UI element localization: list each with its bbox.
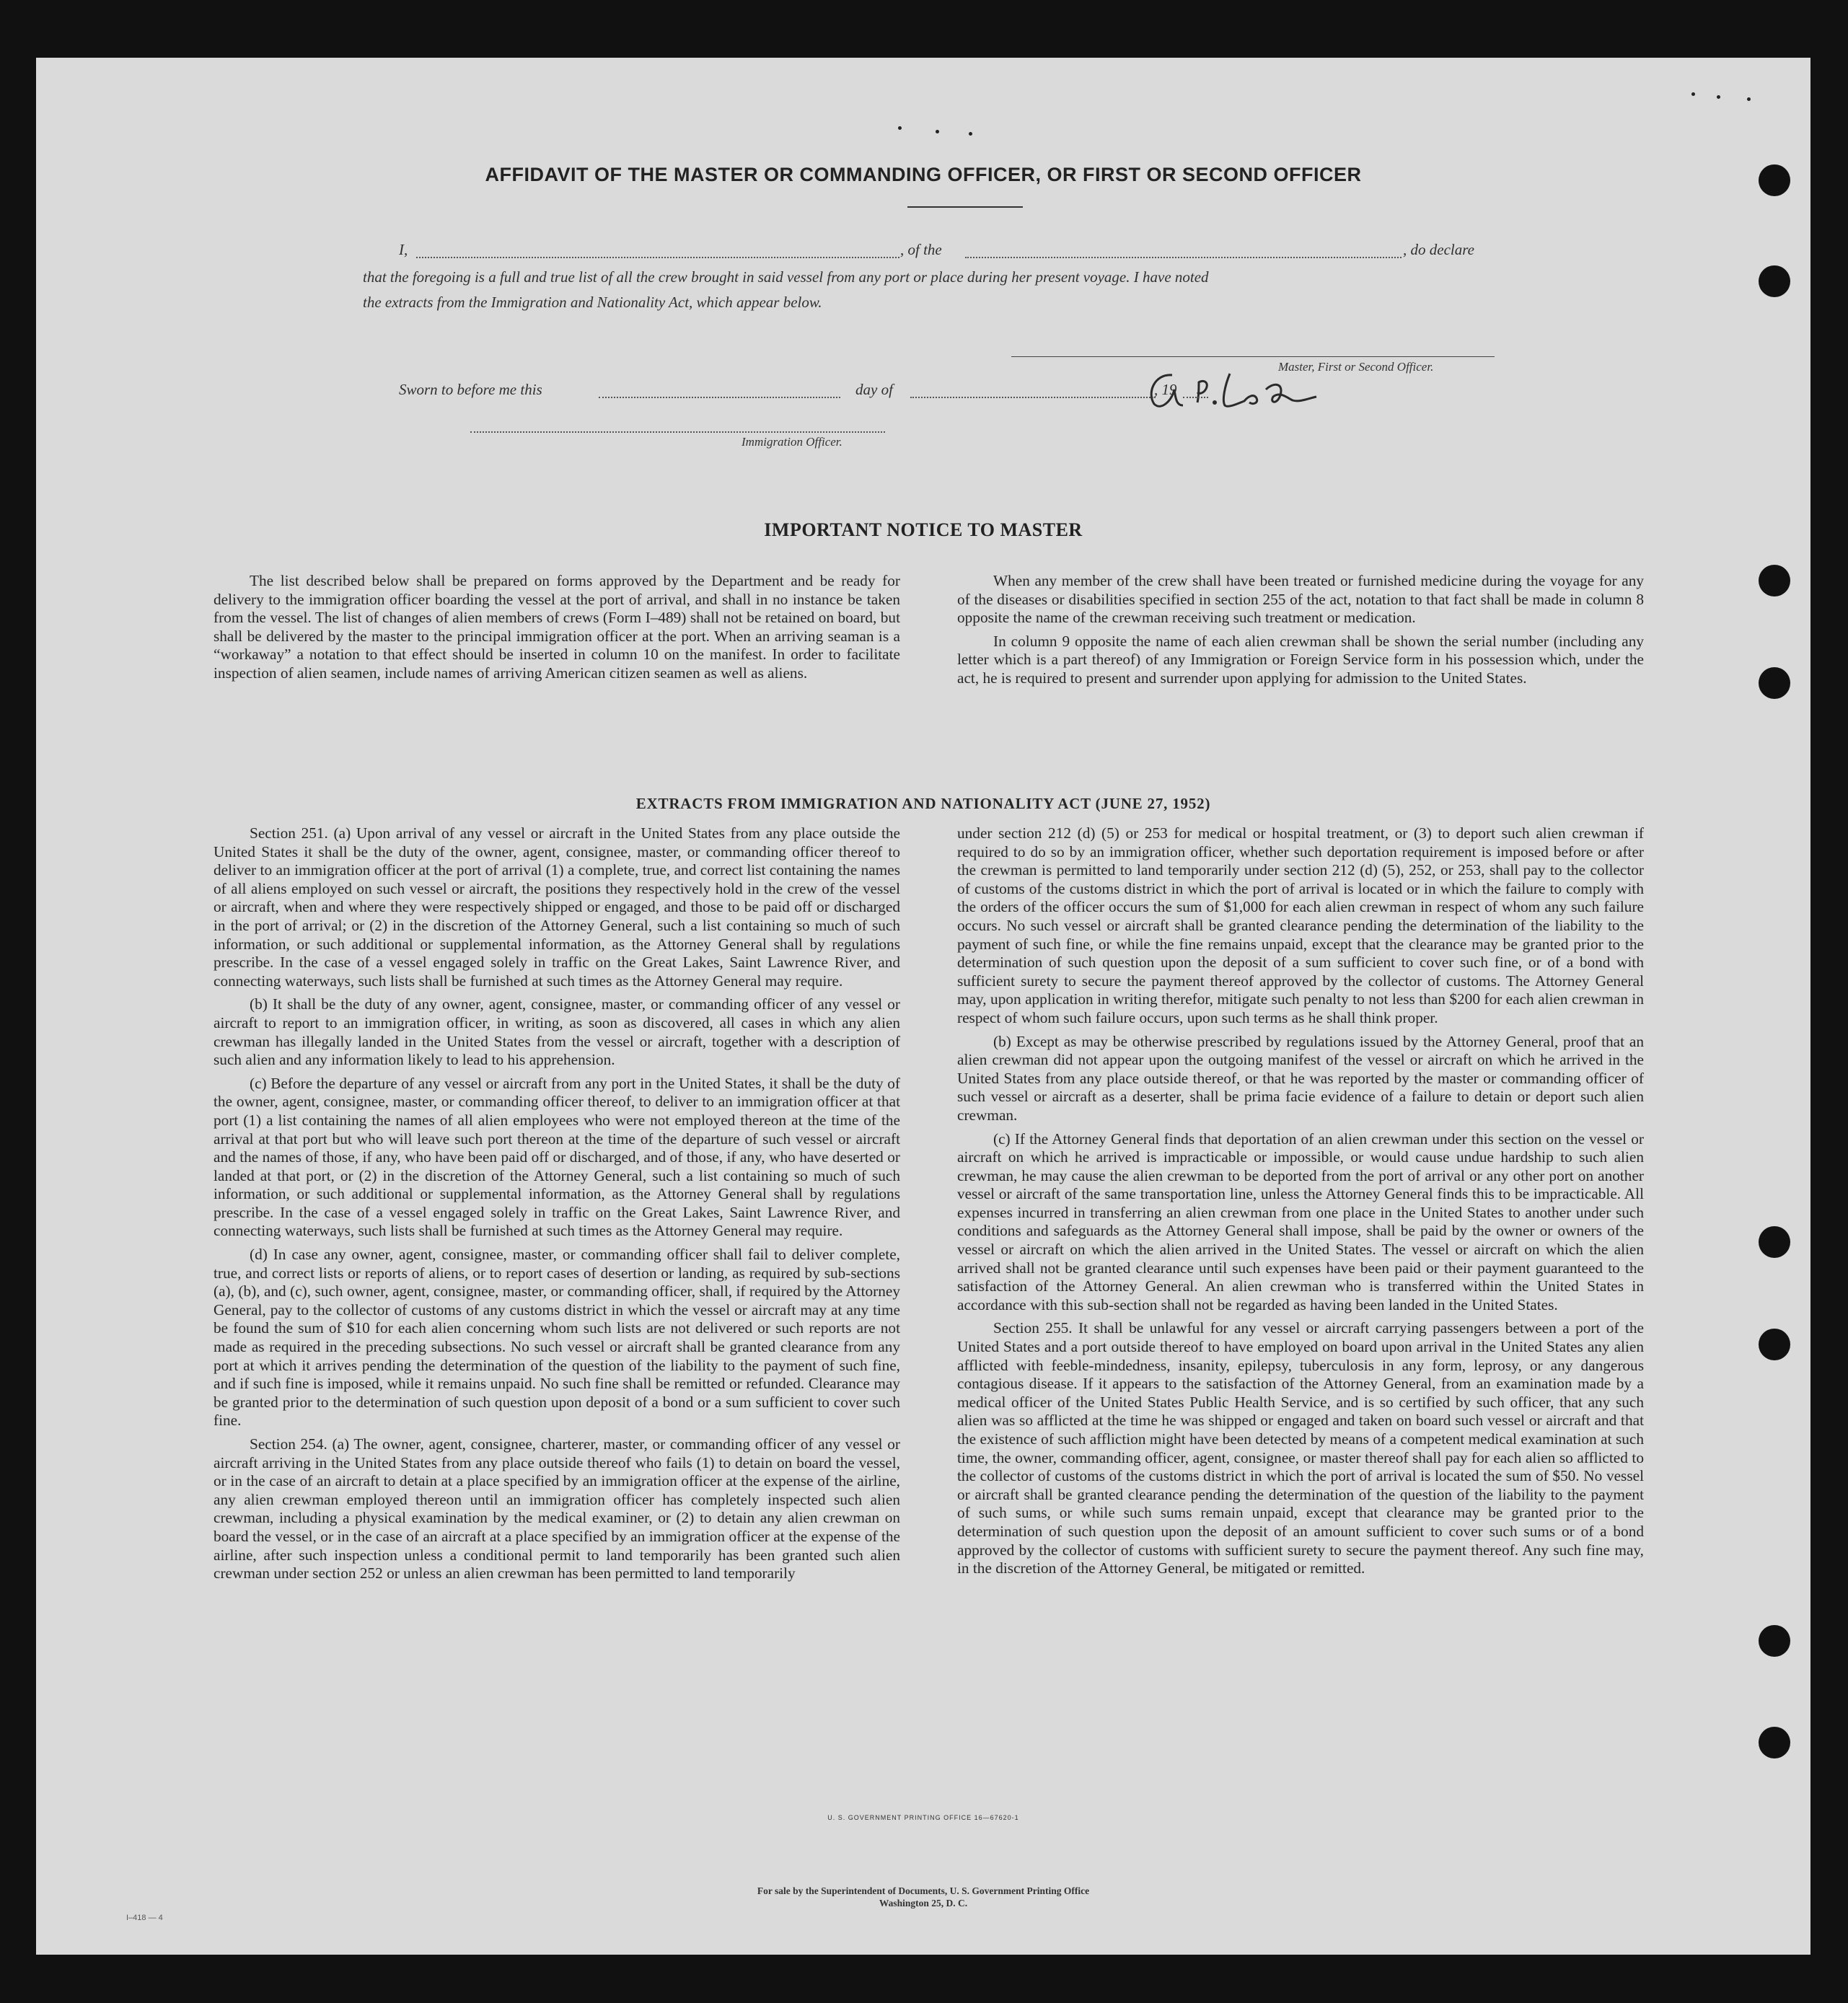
section-paragraph: (c) If the Attorney General finds that deportation of an alien crewman under this section on the vessel or aircraft on which he arrived is impracticable or impossible, or would cause undue hardship to such alien crewman, he may cause the alien crewman to be deported from the port of arrival or any other port on another vessel or aircraft of the same transportation line, unless the Attorney General finds this to be impracticable. All expenses incurred in transferring an alien crewman from one place in the United States to another under such conditions and safeguards as the Attorney General shall impose, shall be paid by the owner or owners of the vessel or aircraft on which the alien arrived in the United States. The vessel or aircraft on which the alien arrived shall not be granted clearance until such expenses have been paid or their payment guaranteed to the satisfaction of the Attorney General. An alien crewman who is transferred within the United States in accordance with this sub-section shall not be regarded as having been landed in the United States.	[957, 1130, 1644, 1313]
speck	[1747, 97, 1751, 101]
signature-caption: Master, First or Second Officer.	[1278, 360, 1434, 374]
speck	[1691, 92, 1695, 96]
of-the-label: , of the	[900, 241, 942, 258]
notice-left-column	[214, 572, 900, 688]
section-paragraph: Section 254. (a) The owner, agent, consignee, charterer, master, or commanding officer of any vessel or aircraft arriving in the United States from any place outside thereof who fails (1) to detain on board the vessel, or in the case of an aircraft to detain at a place specified by an immigration officer at the expense of the airline, any alien crewman employed thereon until an immigration officer has completely inspected such alien crewman, including a physical examination by the medical examiner, or (2) to detain any alien crewman on board the vessel, or in the case of an aircraft at a place specified by an immigration officer at the expense of the airline, after such inspection unless a conditional permit to land temporarily has been granted such alien crewman under section 252 or unless an alien crewman has been permitted to land temporarily	[214, 1435, 900, 1582]
section-paragraph: (d) In case any owner, agent, consignee, master, or commanding officer shall fail to deliver complete, true, and correct lists or reports of aliens, or to report cases of desertion or landing, as required by sub-sections (a), (b), and (c), such owner, agent, consignee, master, or commanding officer, shall, if required by the Attorney General, pay to the collector of customs of any customs district in which the vessel or aircraft may at any time be found the sum of $10 for each alien concerning whom such lists are not delivered or such reports are not made as required in the preceding subsections. No such vessel or aircraft shall be granted clearance from any port at which it arrives pending the determination of the question of the liability to the payment of such fine, and if such fine is imposed, while it remains unpaid. No such fine shall be remitted or refunded. Clearance may be granted prior to the determination of such question upon deposit of a bond or a sum sufficient to cover such fine.	[214, 1246, 900, 1430]
section-paragraph: (b) It shall be the duty of any owner, agent, consignee, master, or commanding officer of any vessel or aircraft to report to an immigration officer, in writing, as soon as discovered, all cases in which any alien crewman has illegally landed in the United States from the vessel or aircraft, together with a description of such alien and any information likely to lead to his apprehension.	[214, 995, 900, 1069]
signature-line[interactable]	[1011, 356, 1495, 357]
form-code: I–418 — 4	[126, 1914, 163, 1922]
notice-right-column	[957, 572, 1644, 693]
day-of-label: day of	[855, 381, 893, 398]
year-label: , 19	[1154, 381, 1177, 398]
vessel-name-field[interactable]	[965, 257, 1402, 258]
punch-hole	[1759, 1329, 1790, 1360]
speck	[936, 130, 939, 133]
extracts-left-column	[214, 824, 900, 1588]
notice-right-paragraph: In column 9 opposite the name of each alien crewman shall be shown the serial number (including any letter which is a part thereof) of any Immigration or Foreign Service form in his possession which, under the act, he is required to present and surrender upon applying for admission to the United States.	[957, 632, 1644, 687]
sworn-label: Sworn to before me this	[399, 381, 542, 398]
title-rule	[907, 206, 1023, 208]
extracts-title: EXTRACTS FROM IMMIGRATION AND NATIONALITY ACT (JUNE 27, 1952)	[635, 795, 1211, 812]
affidavit-title: AFFIDAVIT OF THE MASTER OR COMMANDING OFFICER, OR FIRST OR SECOND OFFICER	[485, 164, 1362, 185]
declaration-line-1: that the foregoing is a full and true list of all the crew brought in said vessel from any port or place during her present voyage. I have noted	[363, 268, 1209, 286]
notice-title: IMPORTANT NOTICE TO MASTER	[764, 519, 1083, 540]
speck	[1717, 95, 1720, 99]
printing-office-line: U. S. GOVERNMENT PRINTING OFFICE 16—67620-1	[827, 1814, 1019, 1821]
immigration-officer-signature-field[interactable]	[470, 431, 885, 433]
section-paragraph: Section 251. (a) Upon arrival of any vessel or aircraft in the United States from any place outside the United States it shall be the duty of the owner, agent, consignee, master, or commanding officer thereof to deliver to an immigration officer at the port of arrival (1) a complete, true, and correct list containing the names of all aliens employed on such vessel or aircraft, the positions they respectively hold in the crew of the vessel or aircraft, when and where they were respectively shipped or engaged, and those to be paid off or discharged in the port of arrival; or (2) in the discretion of the Attorney General, such a list containing so much of such information, or such additional or supplemental information, as the Attorney General shall by regulations prescribe. In the case of a vessel engaged solely in traffic on the Great Lakes, Saint Lawrence River, and connecting waterways, such lists shall be furnished at such times as the Attorney General may require.	[214, 824, 900, 990]
speck	[969, 132, 972, 136]
extracts-right-column	[957, 824, 1644, 1583]
notice-right-paragraph: When any member of the crew shall have been treated or furnished medicine during the voyage for any of the diseases or disabilities specified in section 255 of the act, notation to that fact shall be made in column 8 opposite the name of the crewman receiving such treatment or medication.	[957, 572, 1644, 627]
sworn-day-field[interactable]	[599, 397, 840, 398]
i-label: I,	[399, 241, 408, 258]
punch-hole	[1759, 1625, 1790, 1657]
punch-hole	[1759, 667, 1790, 699]
declaration-line-2: the extracts from the Immigration and Nationality Act, which appear below.	[363, 294, 822, 311]
footer-line-1: For sale by the Superintendent of Documents, U. S. Government Printing Office	[757, 1885, 1090, 1896]
punch-hole	[1759, 1727, 1790, 1758]
sworn-month-field[interactable]	[910, 397, 1156, 398]
punch-hole	[1759, 265, 1790, 297]
speck	[898, 126, 902, 130]
section-paragraph: (b) Except as may be otherwise prescribed by regulations issued by the Attorney General, proof that an alien crewman did not appear upon the outgoing manifest of the vessel or aircraft on which he arrived in the United States from any place outside thereof, or that he was reported by the master or commanding officer of such vessel or aircraft as a deserter, shall be prima facie evidence of a failure to detain or deport such alien crewman.	[957, 1032, 1644, 1124]
footer	[36, 1885, 1810, 1909]
section-paragraph: (c) Before the departure of any vessel or aircraft from any port in the United States, it shall be the duty of the owner, agent, consignee, master, or commanding officer thereof, to deliver to an immigration officer at that port (1) a list containing the names of all alien employees who were not employed thereon at the time of the arrival at that port but who will leave such port thereon at the time of the departure of such vessel or aircraft and the names of those, if any, who have been paid off or discharged, and of those, if any, who have deserted or landed at that port, or (2) in the discretion of the Attorney General, such a list containing so much of such information, or such additional or supplemental information, as the Attorney General shall by regulations prescribe. In the case of a vessel engaged solely in traffic on the Great Lakes, Saint Lawrence River, and connecting waterways, such lists shall be furnished at such times as the Attorney General may require.	[214, 1074, 900, 1240]
punch-hole	[1759, 1226, 1790, 1258]
punch-hole	[1759, 565, 1790, 597]
form-page	[36, 58, 1810, 1955]
footer-line-2: Washington 25, D. C.	[879, 1898, 968, 1909]
immigration-officer-caption: Immigration Officer.	[742, 435, 842, 449]
officer-name-field[interactable]	[416, 257, 899, 258]
section-paragraph: under section 212 (d) (5) or 253 for medical or hospital treatment, or (3) to deport such alien crewman if required to do so by an immigration officer, whether such deportation requirement is imposed before or after the crewman is permitted to land temporarily under section 212 (d) (5), 252, or 253, shall pay to the collector of customs of the customs district in which the port of arrival is located or in which the failure to comply with the orders of the officer occurs the sum of $1,000 for each alien crewman in respect of whom any such failure occurs. No such vessel or aircraft shall be granted clearance pending the determination of the liability to the payment of such fine, or while the fine remains unpaid, except that the clearance may be granted prior to the determination of such question upon the deposit of a sum sufficient to cover such fine, or of a bond with sufficient surety to secure the payment thereof approved by the collector of customs. The Attorney General may, upon application in writing therefor, mitigate such penalty to not less than $200 for each alien crewman in respect of whom such failure occurs, upon such terms as he shall think proper.	[957, 824, 1644, 1026]
sworn-year-field[interactable]	[1183, 397, 1208, 398]
do-declare-label: , do declare	[1403, 241, 1474, 258]
notice-left-paragraph: The list described below shall be prepared on forms approved by the Department and be ready for delivery to the immigration officer boarding the vessel at the port of arrival, and shall in no instance be taken from the vessel. The list of changes of alien members of crews (Form I–489) shall not be retained on board, but shall be delivered by the master to the principal immigration officer at the port. When an arriving seaman is a “workaway” a notation to that effect should be inserted in column 10 on the manifest. In order to facilitate inspection of alien seamen, include names of arriving American citizen seamen as well as aliens.	[214, 572, 900, 682]
section-paragraph: Section 255. It shall be unlawful for any vessel or aircraft carrying passengers between a port of the United States and a port outside thereof to have employed on board upon arrival in the United States any alien afflicted with feeble-mindedness, insanity, epilepsy, tuberculosis in any form, leprosy, or any dangerous contagious disease. If it appears to the satisfaction of the Attorney General, from an examination made by a medical officer of the United States Public Health Service, and is so certified by such officer, that any such alien was so afflicted at the time he was shipped or engaged and taken on board such vessel or aircraft and that the existence of such affliction might have been detected by means of a competent medical examination at such time, the owner, commanding officer, agent, consignee, or master thereof shall pay for each alien so afflicted to the collector of customs of the customs district in which the port of arrival is located the sum of $50. No vessel or aircraft shall be granted clearance pending the determination of the question of the liability to the payment of such sums, or while such sums remain unpaid, except that clearance may be granted prior to the determination of such question upon the deposit of an amount sufficient to cover such sums or of a bond approved by the collector of customs with sufficient surety to secure the payment thereof. Any such fine may, in the discretion of the Attorney General, be mitigated or remitted.	[957, 1319, 1644, 1577]
